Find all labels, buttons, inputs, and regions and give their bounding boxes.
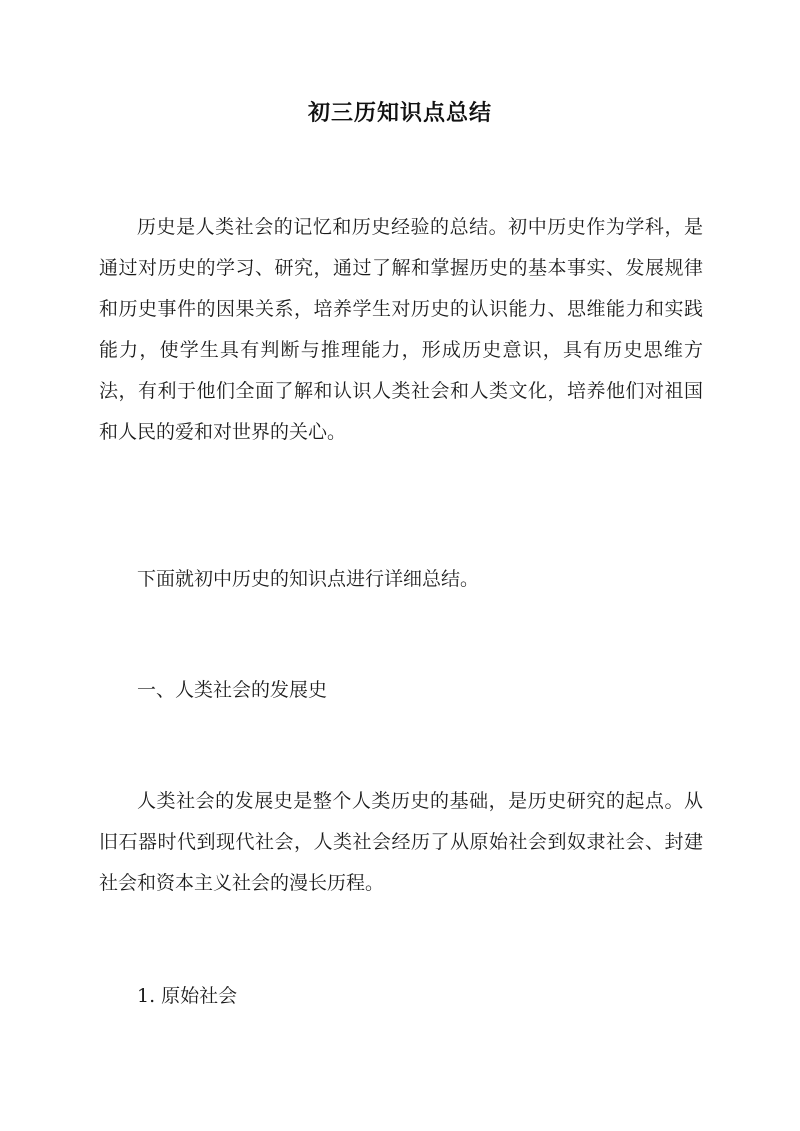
subsection-heading: 1. 原始社会	[137, 985, 238, 1007]
document-title: 初三历知识点总结	[307, 100, 492, 126]
summary-intro-paragraph: 下面就初中历史的知识点进行详细总结。	[137, 568, 480, 590]
section-heading: 一、人类社会的发展史	[137, 679, 328, 701]
section-paragraph: 人类社会的发展史是整个人类历史的基础，是历史研究的起点。从旧石器时代到现代社会，人类社会经历了从原始社会到奴隶社会、封建社会和资本主义社会的漫长历程。	[99, 790, 703, 894]
intro-paragraph: 历史是人类社会的记忆和历史经验的总结。初中历史作为学科，是通过对历史的学习、研究，通过了解和掌握历史的基本事实、发展规律和历史事件的因果关系，培养学生对历史的认识能力、思维能力和实践能力，使学生具有判断与推理能力，形成历史意识，具有历史思维方法，有利于他们全面了解和认识人类社会和人类文化，培养他们对祖国和人民的爱和对世界的关心。	[99, 216, 703, 443]
